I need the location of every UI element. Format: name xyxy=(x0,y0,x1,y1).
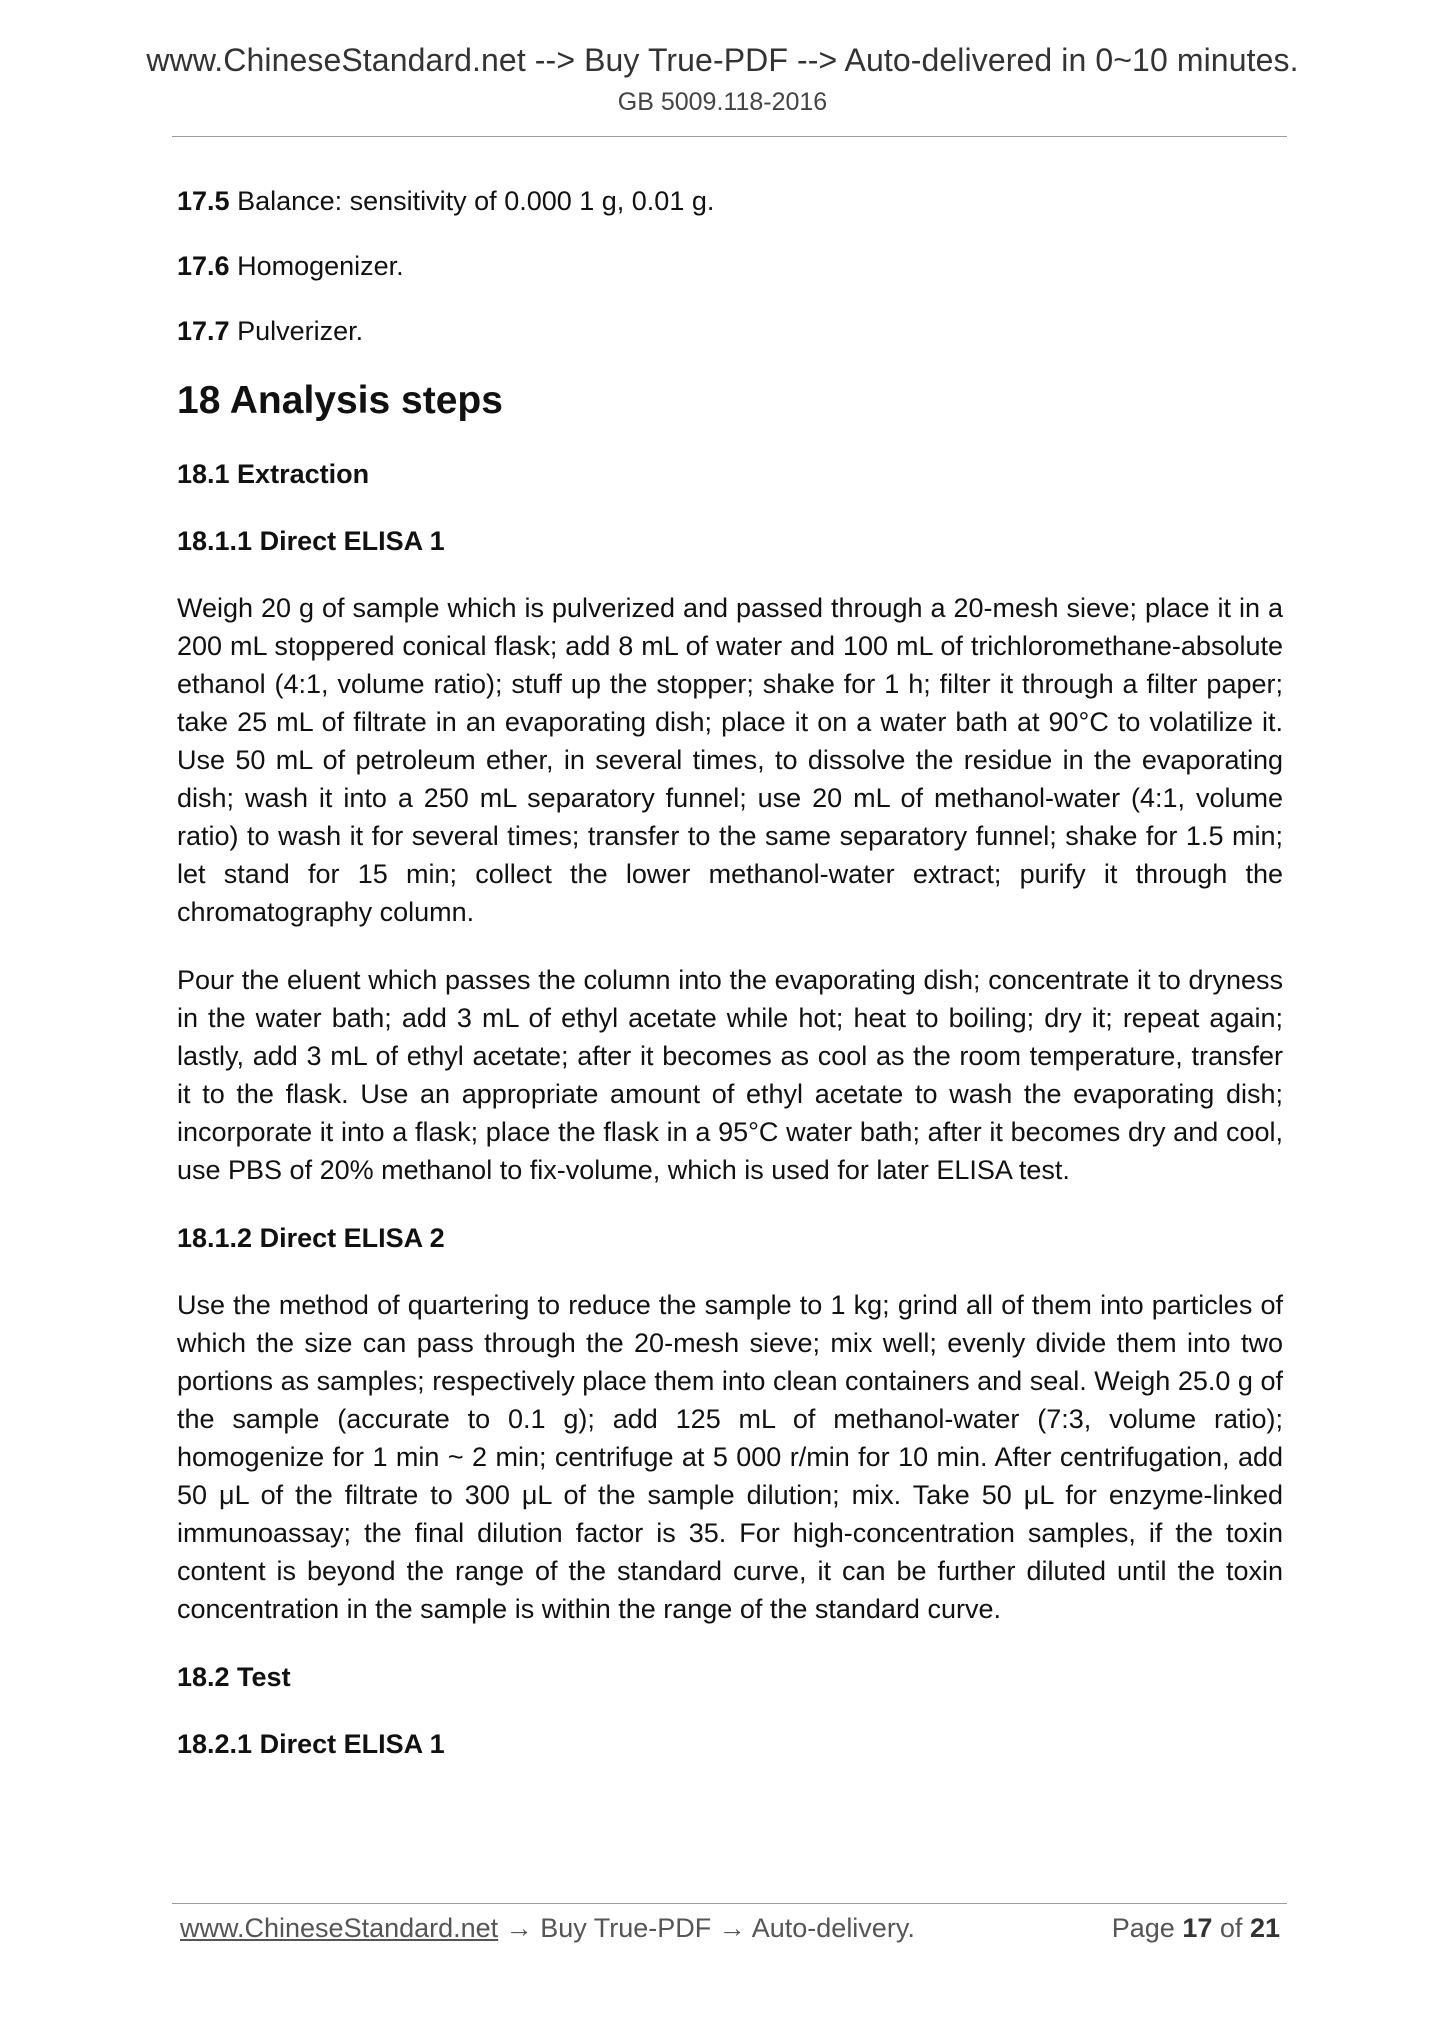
header-divider xyxy=(172,136,1287,137)
footer-site-link[interactable]: www.ChineseStandard.net xyxy=(180,1913,499,1943)
section-18-heading: 18 Analysis steps xyxy=(177,379,503,422)
page-current: 17 xyxy=(1182,1913,1213,1943)
clause-number: 17.7 xyxy=(177,316,230,346)
page-footer xyxy=(180,1910,1280,1946)
paragraph-extraction-2: Pour the eluent which passes the column into the evaporating dish; concentrate it to dryness in the water bath; add 3 mL of ethyl acetate while hot; heat to boiling; dry it; repeat again; lastly, add 3 mL of ethyl acetate; after it becomes as cool as the room temperature, transfer it to the flask. Use an appropriate amount of ethyl acetate to wash the evaporating dish; incorporate it into a flask; place the flask in a 95°C water bath; after it becomes dry and cool, use PBS of 20% methanol to fix-volume, which is used for later ELISA test. xyxy=(177,965,1283,1185)
section-18-2-heading: 18.2 Test xyxy=(177,1662,291,1692)
paragraph-extraction-3: Use the method of quartering to reduce the sample to 1 kg; grind all of them into particles of which the size can pass through the 20-mesh sieve; mix well; evenly divide them into two portions as samples; respectively place them into clean containers and seal. Weigh 25.0 g of the sample (accurate to 0.1 g); add 125 mL of methanol-water (7:3, volume ratio); homogenize for 1 min ~ 2 min; centrifuge at 5 000 r/min for 10 min. After centrifugation, add 50 μL of the filtrate to 300 μL of the sample dilution; mix. Take 50 μL for enzyme-linked immunoassay; the final dilution factor is 35. For high-concentration samples, if the toxin content is beyond the range of the standard curve, it can be further diluted until the toxin concentration in the sample is within the range of the standard curve. xyxy=(177,1290,1283,1624)
footer-divider xyxy=(172,1903,1287,1904)
clause-17-5 xyxy=(177,182,1283,220)
section-18-1-1-heading: 18.1.1 Direct ELISA 1 xyxy=(177,526,445,556)
paragraph-extraction-1: Weigh 20 g of sample which is pulverized and passed through a 20-mesh sieve; place it in a 200 mL stoppered conical flask; add 8 mL of water and 100 mL of trichloromethane-absolute ethanol (4:1, volume ratio); stuff up the stopper; shake for 1 h; filter it through a filter paper; take 25 mL of filtrate in an evaporating dish; place it on a water bath at 90°C to volatilize it. Use 50 mL of petroleum ether, in several times, to dissolve the residue in the evaporating dish; wash it into a 250 mL separatory funnel; use 20 mL of methanol-water (4:1, volume ratio) to wash it for several times; transfer to the same separatory funnel; shake for 1.5 min; let stand for 15 min; collect the lower methanol-water extract; purify it through the chromatography column. xyxy=(177,593,1283,927)
page-total: 21 xyxy=(1249,1913,1280,1943)
footer-text: → Buy True-PDF → Auto-delivery. xyxy=(498,1913,915,1943)
page-label: Page xyxy=(1111,1913,1175,1943)
document-body xyxy=(177,182,1283,1792)
clause-number: 17.5 xyxy=(177,186,230,216)
clause-17-6 xyxy=(177,247,1283,285)
clause-text: Homogenizer. xyxy=(229,251,404,281)
header-banner: www.ChineseStandard.net --> Buy True-PDF --> Auto-delivered in 0~10 minutes. xyxy=(146,42,1299,78)
section-18-1-heading: 18.1 Extraction xyxy=(177,459,370,489)
page-number xyxy=(1112,1910,1280,1946)
clause-text: Pulverizer. xyxy=(229,316,364,346)
clause-number: 17.6 xyxy=(177,251,230,281)
section-18-2-1-heading: 18.2.1 Direct ELISA 1 xyxy=(177,1729,445,1759)
clause-text: Balance: sensitivity of 0.000 1 g, 0.01 g. xyxy=(229,186,715,216)
page-of: of xyxy=(1219,1913,1243,1943)
section-18-1-2-heading: 18.1.2 Direct ELISA 2 xyxy=(177,1223,445,1253)
clause-17-7 xyxy=(177,312,1283,350)
standard-code: GB 5009.118-2016 xyxy=(617,88,828,116)
